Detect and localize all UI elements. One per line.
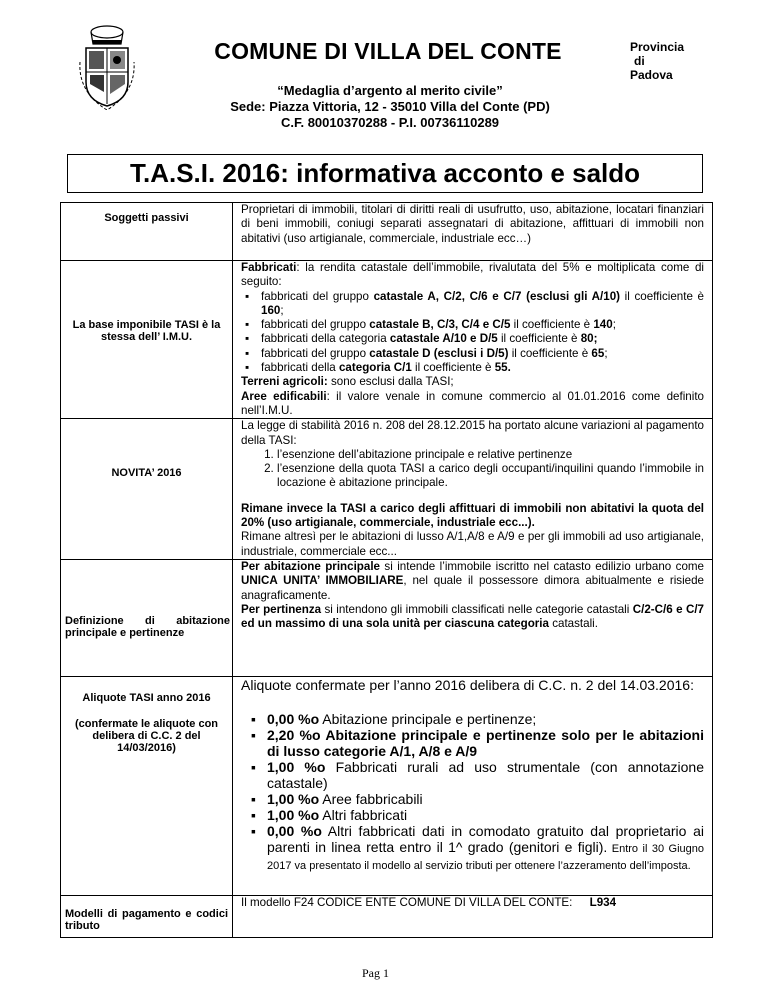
tax-codes-line: C.F. 80010370288 - P.I. 00736110289 [280, 115, 500, 130]
novita-list [241, 448, 704, 491]
list-item: ▪ fabbricati del gruppo catastale A, C/2, C/6 e C/7 (esclusi gli A/10) il coefficiente è 160; [255, 290, 704, 319]
province-label [630, 40, 684, 82]
row-base [61, 261, 713, 419]
row-label: Modelli di pagamento e codici tributo [61, 895, 233, 937]
row-label: Soggetti passivi [61, 203, 233, 261]
rates-list [241, 711, 704, 873]
list-item: ▪ 1,00 %o Fabbricati rurali ad uso strumentale (con annotazione catastale) [261, 759, 704, 791]
document-title: T.A.S.I. 2016: informativa acconto e saldo [67, 154, 703, 193]
row-novita [61, 419, 713, 560]
info-table [60, 202, 713, 938]
text: Rimane altresì per le abitazioni di lusso A/1,A/8 e A/9 e per gli immobili ad uso artigianale, industriale, commerciale ecc... [241, 530, 704, 558]
list-item: ▪ 1,00 %o Aree fabbricabili [261, 791, 704, 807]
text: : il valore venale in comune commercio al 01.01.2016 come definito nell’I.M.U. [241, 389, 704, 417]
list-item: ▪ 1,00 %o Altri fabbricati [261, 807, 704, 823]
row-label-text: La base imponibile TASI è la stessa dell’ I.M.U. [72, 319, 221, 343]
text: La legge di stabilità 2016 n. 208 del 28.12.2015 ha portato alcune variazioni al pagamento della TASI: [241, 419, 704, 447]
page-number: Pag 1 [362, 966, 389, 980]
text: Il modello F24 CODICE ENTE COMUNE DI VILLA DEL CONTE: [241, 895, 573, 909]
list-item: ▪ fabbricati della categoria C/1 il coefficiente è 55. [255, 361, 704, 375]
row-content [233, 895, 713, 937]
row-label-text: NOVITA’ 2016 [111, 467, 182, 480]
list-item: ▪ fabbricati della categoria catastale A/10 e D/5 il coefficiente è 80; [255, 332, 704, 346]
header-info [150, 83, 630, 131]
row-content [233, 419, 713, 560]
medal-line: “Medaglia d’argento al merito civile” [277, 83, 503, 98]
row-content [233, 261, 713, 419]
row-content [233, 676, 713, 895]
row-definizione [61, 559, 713, 676]
row-label [61, 419, 233, 560]
label-bold: Terreni agricoli: [241, 375, 328, 389]
text-bold: Rimane invece la TASI a carico degli affittuari di immobili non abitativi la quota del 20% (uso artigianale, commerciale, industriale ecc...). [241, 501, 704, 530]
row-content: Per abitazione principale si intende l’immobile iscritto nel catasto edilizio urbano come UNICA UNITA’ IMMOBILIARE, nel quale il possessore dimora abitualmente e risiede anagraficamente. Per pertinenza si intendono gli immobili classificati nelle categorie catastali C/2-C/6 e C/7 ed un massimo di una sola unità per ciascuna categoria catastali. [233, 559, 713, 676]
text: : la rendita catastale dell’immobile, rivalutata del 5% e moltiplicata come di seguito: [241, 261, 704, 289]
address-line: Sede: Piazza Vittoria, 12 - 35010 Villa del Conte (PD) [230, 99, 550, 114]
text: sono esclusi dalla TASI; [327, 375, 454, 389]
row-soggetti [61, 203, 713, 261]
row-modelli [61, 895, 713, 937]
row-content: Proprietari di immobili, titolari di diritti reali di usufrutto, uso, abitazione, locatari finanziari di beni immobili, coniugi separati assegnatari di abitazione, affittuari di immobili non abitativi (uso artigianale, commerciale, industriale ecc…) [233, 203, 713, 261]
list-item: ▪ 2,20 %o Abitazione principale e pertinenze solo per le abitazioni di lusso categorie A/1, A/8 e A/9 [261, 727, 704, 759]
row-label [61, 261, 233, 419]
list-item: ▪ fabbricati del gruppo catastale D (esclusi i D/5) il coefficiente è 65; [255, 347, 704, 361]
label-bold: Aree edificabili [241, 389, 327, 403]
row-label [61, 676, 233, 895]
list-item: ▪ 0,00 %o Altri fabbricati dati in comodato gratuito dal proprietario ai parenti in linea retta entro il 1^ grado (genitori e figli). Entro il 30 Giugno 2017 va presentato il modello al servizio tributi per ottenere l’azzeramento dell’imposta. [261, 823, 704, 873]
province-line: Padova [630, 68, 673, 82]
row-label-note: (confermate le aliquote con delibera di C.C. 2 del 14/03/2016) [74, 717, 219, 754]
coat-of-arms-logo [76, 22, 138, 110]
row-aliquote [61, 676, 713, 895]
label-bold: Fabbricati [241, 261, 297, 274]
row-label-text: Aliquote TASI anno 2016 [82, 691, 211, 704]
list-item: 2. l’esenzione della quota TASI a carico degli occupanti/inquilini quando l’immobile in locazione è abitazione principale. [277, 462, 704, 491]
list-item: 1. l’esenzione dell’abitazione principale e relative pertinenze [277, 448, 704, 462]
province-line: di [634, 54, 645, 68]
province-line: Provincia [630, 40, 685, 54]
list-item: ▪ 0,00 %o Abitazione principale e pertinenze; [261, 711, 704, 727]
coefficient-list [241, 290, 704, 376]
text: Aliquote confermate per l’anno 2016 delibera di C.C. n. 2 del 14.03.2016: [241, 676, 694, 693]
row-label-text: Definizione di abitazione principale e pertinenze [65, 614, 230, 639]
ente-code: L934 [589, 895, 617, 909]
row-label [61, 559, 233, 676]
list-item: ▪ fabbricati del gruppo catastale B, C/3, C/4 e C/5 il coefficiente è 140; [255, 318, 704, 332]
municipality-title: COMUNE DI VILLA DEL CONTE [214, 38, 562, 64]
